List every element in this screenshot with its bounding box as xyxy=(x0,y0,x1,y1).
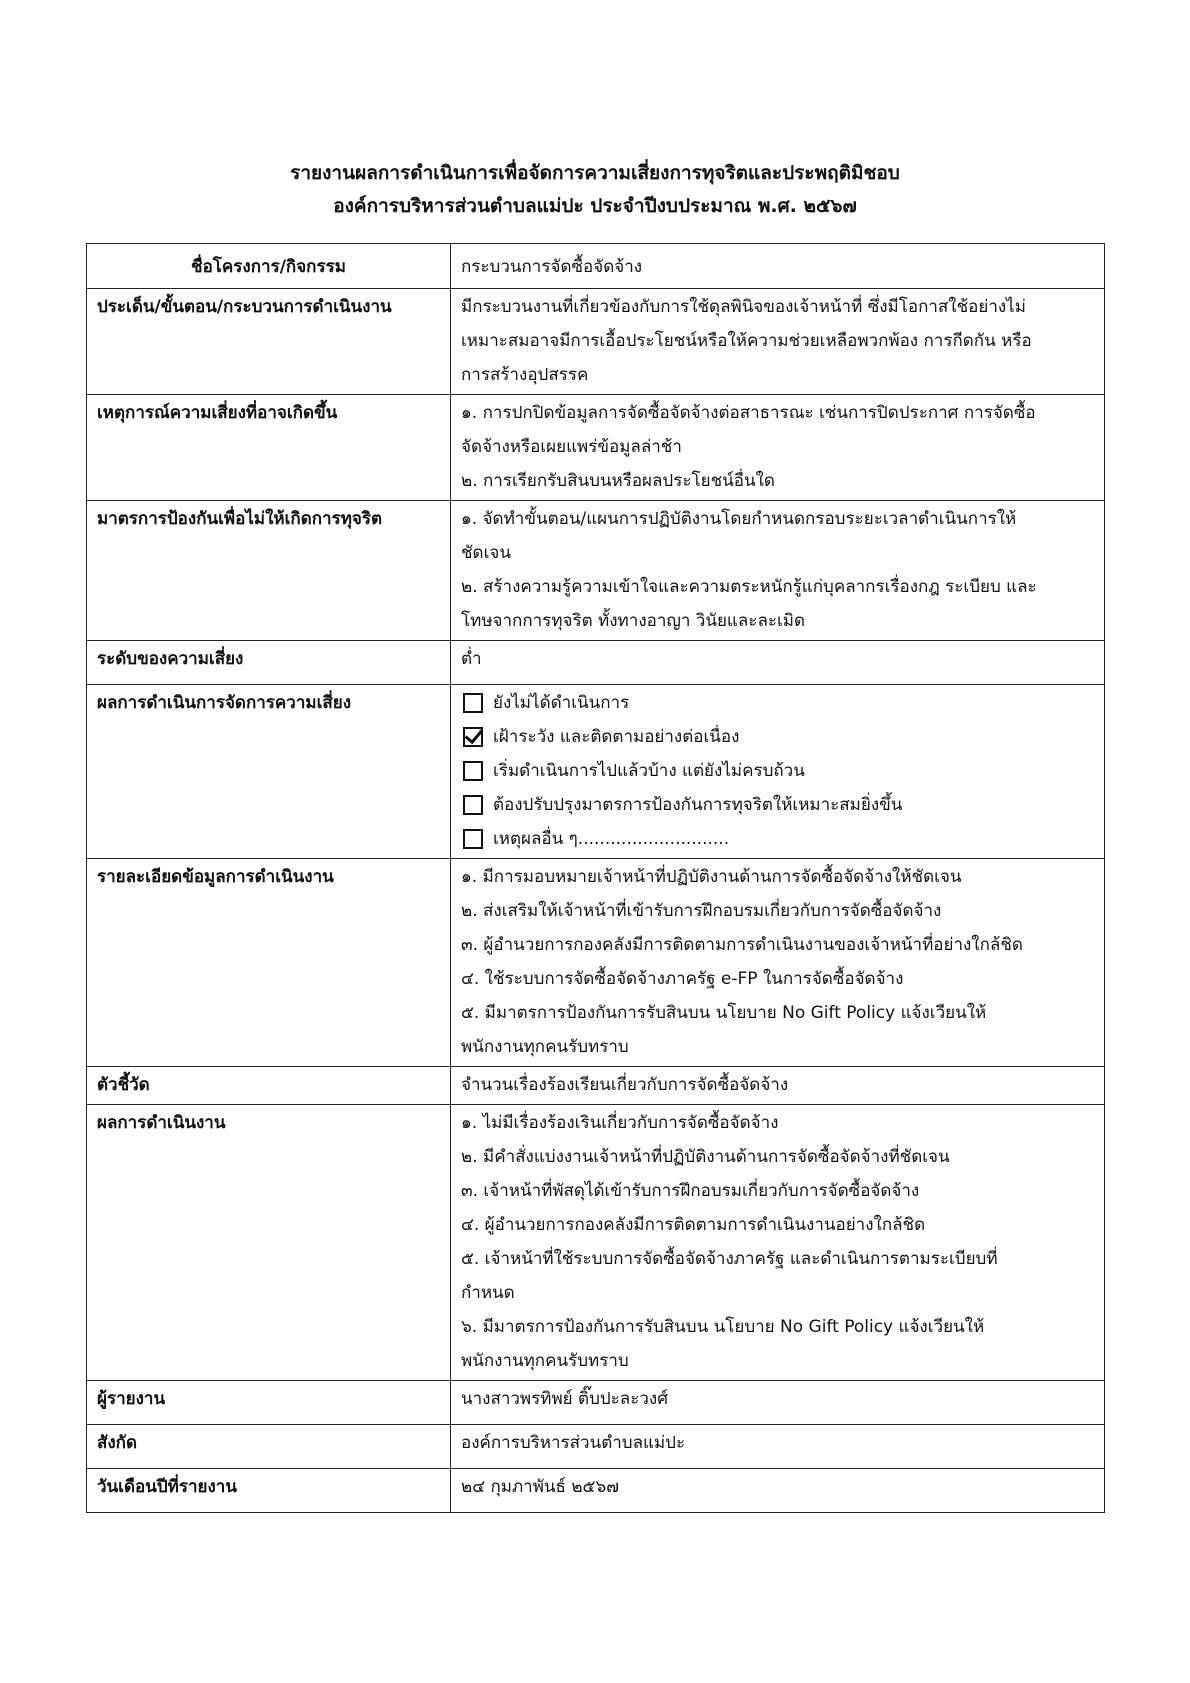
prevention-line: ๑. จัดทำขั้นตอน/แผนการปฏิบัติงานโดยกำหนดกรอบระยะเวลาดำเนินการให้ xyxy=(461,509,1017,529)
option-not-started xyxy=(461,686,1094,720)
report-table xyxy=(86,243,1105,1513)
row-reporter xyxy=(87,1381,1105,1425)
issue-label: ประเด็น/ขั้นตอน/กระบวนการดำเนินงาน xyxy=(87,289,451,395)
risk-level-value: ต่ำ xyxy=(451,641,1105,685)
checkbox-icon xyxy=(463,693,483,713)
issue-line: มีกระบวนงานที่เกี่ยวข้องกับการใช้ดุลพินิจของเจ้าหน้าที่ ซึ่งมีโอกาสใช้อย่างไม่ xyxy=(461,297,1026,317)
option-text: เฝ้าระวัง และติดตามอย่างต่อเนื่อง xyxy=(493,727,740,747)
indicator-value: จำนวนเรื่องร้องเรียนเกี่ยวกับการจัดซื้อจัดจ้าง xyxy=(451,1067,1105,1105)
results-line: ๖. มีมาตรการป้องกันการรับสินบน นโยบาย No Gift Policy แจ้งเวียนให้ xyxy=(461,1317,985,1337)
report-title-line2: องค์การบริหารส่วนตำบลแม่ปะ ประจำปีงบประมาณ พ.ศ. ๒๕๖๗ xyxy=(333,195,857,217)
row-report-date xyxy=(87,1469,1105,1513)
row-details xyxy=(87,859,1105,1067)
option-text: เริ่มดำเนินการไปแล้วบ้าง แต่ยังไม่ครบถ้วน xyxy=(493,761,805,781)
indicator-label: ตัวชี้วัด xyxy=(87,1067,451,1105)
results-line: พนักงานทุกคนรับทราบ xyxy=(461,1351,629,1371)
row-affiliation xyxy=(87,1425,1105,1469)
details-label: รายละเอียดข้อมูลการดำเนินงาน xyxy=(87,859,451,1067)
option-text: ต้องปรับปรุงมาตรการป้องกันการทุจริตให้เหมาะสมยิ่งขึ้น xyxy=(493,795,903,815)
results-line: ๒. มีคำสั่งแบ่งงานเจ้าหน้าที่ปฏิบัติงานด้านการจัดซื้อจัดจ้างที่ชัดเจน xyxy=(461,1147,950,1167)
results-line: ๑. ไม่มีเรื่องร้องเรินเกี่ยวกับการจัดซื้อจัดจ้าง xyxy=(461,1113,779,1133)
option-other xyxy=(461,822,1094,856)
results-label: ผลการดำเนินงาน xyxy=(87,1105,451,1381)
checkbox-checked-icon xyxy=(463,727,483,747)
option-needs-improvement xyxy=(461,788,1094,822)
risk-events-label: เหตุการณ์ความเสี่ยงที่อาจเกิดขึ้น xyxy=(87,395,451,501)
details-line: พนักงานทุกคนรับทราบ xyxy=(461,1037,629,1057)
risk-events-line: ๑. การปกปิดข้อมูลการจัดซื้อจัดจ้างต่อสาธารณะ เช่นการปิดประกาศ การจัดซื้อ xyxy=(461,403,1036,423)
row-indicator xyxy=(87,1067,1105,1105)
issue-line: เหมาะสมอาจมีการเอื้อประโยชน์หรือให้ความช่วยเหลือพวกพ้อง การกีดกัน หรือ xyxy=(461,331,1032,351)
option-text: ยังไม่ได้ดำเนินการ xyxy=(493,693,630,713)
row-project xyxy=(87,244,1105,289)
details-line: ๕. มีมาตรการป้องกันการรับสินบน นโยบาย No Gift Policy แจ้งเวียนให้ xyxy=(461,1003,987,1023)
details-value xyxy=(451,859,1105,1067)
details-line: ๑. มีการมอบหมายเจ้าหน้าที่ปฏิบัติงานด้านการจัดซื้อจัดจ้างให้ชัดเจน xyxy=(461,867,962,887)
row-prevention xyxy=(87,501,1105,641)
risk-events-value xyxy=(451,395,1105,501)
details-line: ๒. ส่งเสริมให้เจ้าหน้าที่เข้ารับการฝึกอบรมเกี่ยวกับการจัดซื้อจัดจ้าง xyxy=(461,901,942,921)
checkbox-icon xyxy=(463,761,483,781)
row-issue xyxy=(87,289,1105,395)
row-risk-events xyxy=(87,395,1105,501)
report-date-value: ๒๔ กุมภาพันธ์ ๒๕๖๗ xyxy=(451,1469,1105,1513)
option-text: เหตุผลอื่น ๆ............................ xyxy=(493,829,730,849)
row-risk-result xyxy=(87,685,1105,859)
issue-value xyxy=(451,289,1105,395)
affiliation-value: องค์การบริหารส่วนตำบลแม่ปะ xyxy=(451,1425,1105,1469)
details-line: ๔. ใช้ระบบการจัดซื้อจัดจ้างภาครัฐ e-FP ในการจัดซื้อจัดจ้าง xyxy=(461,969,904,989)
results-line: กำหนด xyxy=(461,1283,515,1303)
reporter-label: ผู้รายงาน xyxy=(87,1381,451,1425)
details-line: ๓. ผู้อำนวยการกองคลังมีการติดตามการดำเนินงานของเจ้าหน้าที่อย่างใกล้ชิด xyxy=(461,935,1023,955)
report-title-line1: รายงานผลการดำเนินการเพื่อจัดการความเสี่ยงการทุจริตและประพฤติมิชอบ xyxy=(290,162,900,184)
prevention-line: ๒. สร้างความรู้ความเข้าใจและความตระหนักรู้แก่บุคลากรเรื่องกฎ ระเบียบ และ xyxy=(461,577,1037,597)
results-value xyxy=(451,1105,1105,1381)
row-risk-level xyxy=(87,641,1105,685)
option-monitoring xyxy=(461,720,1094,754)
project-label: ชื่อโครงการ/กิจกรรม xyxy=(87,244,451,289)
checkbox-icon xyxy=(463,829,483,849)
prevention-label: มาตรการป้องกันเพื่อไม่ให้เกิดการทุจริต xyxy=(87,501,451,641)
affiliation-label: สังกัด xyxy=(87,1425,451,1469)
risk-events-line: จัดจ้างหรือเผยแพร่ข้อมูลล่าช้า xyxy=(461,437,682,457)
prevention-line: ชัดเจน xyxy=(461,543,511,563)
results-line: ๔. ผู้อำนวยการกองคลังมีการติดตามการดำเนินงานอย่างใกล้ชิด xyxy=(461,1215,926,1235)
results-line: ๕. เจ้าหน้าที่ใช้ระบบการจัดซื้อจัดจ้างภาครัฐ และดำเนินการตามระเบียบที่ xyxy=(461,1249,998,1269)
issue-line: การสร้างอุปสรรค xyxy=(461,365,589,385)
checkbox-icon xyxy=(463,795,483,815)
row-results xyxy=(87,1105,1105,1381)
risk-level-label: ระดับของความเสี่ยง xyxy=(87,641,451,685)
risk-events-line: ๒. การเรียกรับสินบนหรือผลประโยชน์อื่นใด xyxy=(461,471,775,491)
prevention-line: โทษจากการทุจริต ทั้งทางอาญา วินัยและละเมิด xyxy=(461,611,806,631)
report-date-label: วันเดือนปีที่รายงาน xyxy=(87,1469,451,1513)
results-line: ๓. เจ้าหน้าที่พัสดุได้เข้ารับการฝึกอบรมเกี่ยวกับการจัดซื้อจัดจ้าง xyxy=(461,1181,920,1201)
option-partially-done xyxy=(461,754,1094,788)
project-value: กระบวนการจัดซื้อจัดจ้าง xyxy=(451,244,1105,289)
risk-result-label: ผลการดำเนินการจัดการความเสี่ยง xyxy=(87,685,451,859)
reporter-value: นางสาวพรทิพย์ ติ๊บปะละวงศ์ xyxy=(451,1381,1105,1425)
risk-result-options xyxy=(451,685,1105,859)
prevention-value xyxy=(451,501,1105,641)
